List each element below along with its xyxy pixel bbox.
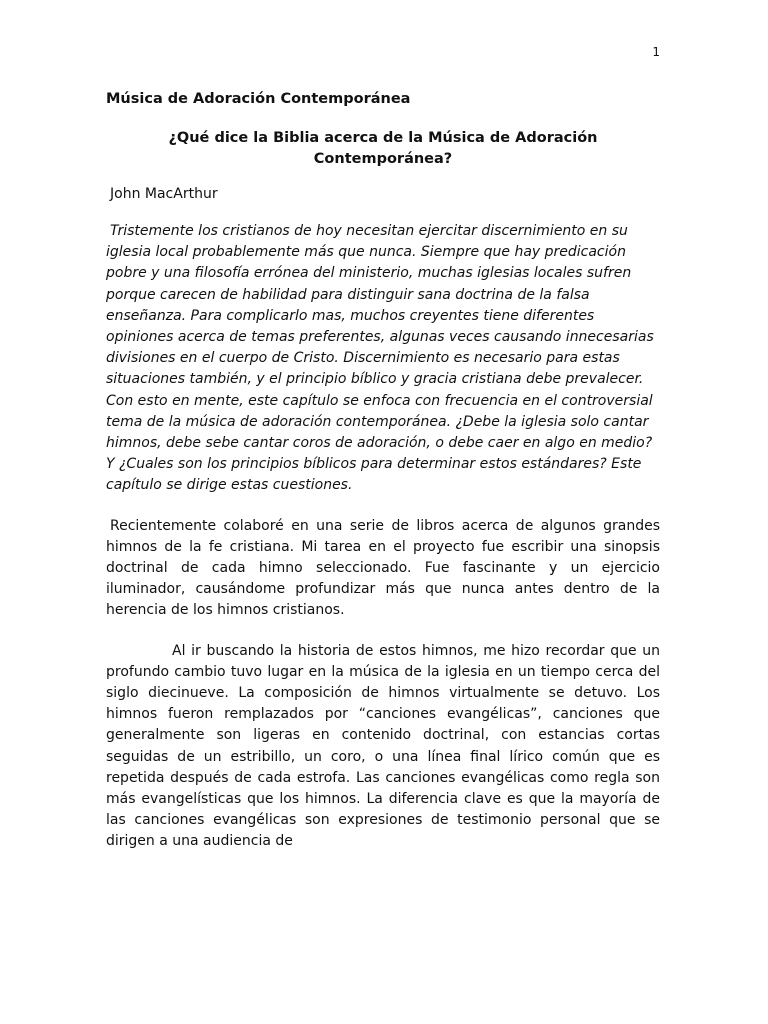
document-body	[106, 88, 660, 853]
author-name: John MacArthur	[110, 186, 218, 202]
paragraph-intro: Tristemente los cristianos de hoy necesitan ejercitar discernimiento en su iglesia local probablemente más que nunca. Siempre que hay predicación pobre y una filosofía errónea del ministerio, muchas iglesias locales sufren porque carecen de habilidad para distinguir sana doctrina de la falsa enseñanza. Para complicarlo mas, muchos creyentes tiene diferentes opiniones acerca de temas preferentes, algunas veces causando innecesarias divisiones en el cuerpo de Cristo. Discernimiento es necesario para estas situaciones también, y el principio bíblico y gracia cristiana debe prevalecer. Con esto en mente, este capítulo se enfoca con frecuencia en el controversial tema de la música de adoración contemporánea. ¿Debe la iglesia solo cantar himnos, debe sebe cantar coros de adoración, o debe caer en algo en medio? Y ¿Cuales son los principios bíblicos para determinar estos estándares? Este capítulo se dirige estas cuestiones.	[106, 223, 654, 494]
page-number: 1	[652, 45, 660, 59]
paragraph-collaboration: Recientemente colaboré en una serie de libros acerca de algunos grandes himnos de la fe cristiana. Mi tarea en el proyecto fue escribir una sinopsis doctrinal de cada himno seleccionado. Fue fascinante y un ejercicio iluminador, causándome profundizar más que nunca antes dentro de la herencia de los himnos cristianos.	[106, 517, 660, 619]
document-title: Música de Adoración Contemporánea	[106, 91, 411, 107]
document-subtitle: ¿Qué dice la Biblia acerca de la Música de Adoración Contemporánea?	[168, 130, 598, 167]
paragraph-history: Al ir buscando la historia de estos himnos, me hizo recordar que un profundo cambio tuvo lugar en la música de la iglesia en un tiempo cerca del siglo diecinueve. La composición de himnos virtualmente se detuvo. Los himnos fueron remplazados por “canciones evangélicas”, canciones que generalmente son ligeras en contenido doctrinal, con estancias cortas seguidas de un estribillo, un coro, o una línea final lírico común que es repetida después de cada estrofa. Las canciones evangélicas como regla son más evangelísticas que los himnos. La diferencia clave es que la mayoría de las canciones evangélicas son expresiones de testimonio personal que se dirigen a una audiencia de	[106, 642, 660, 850]
